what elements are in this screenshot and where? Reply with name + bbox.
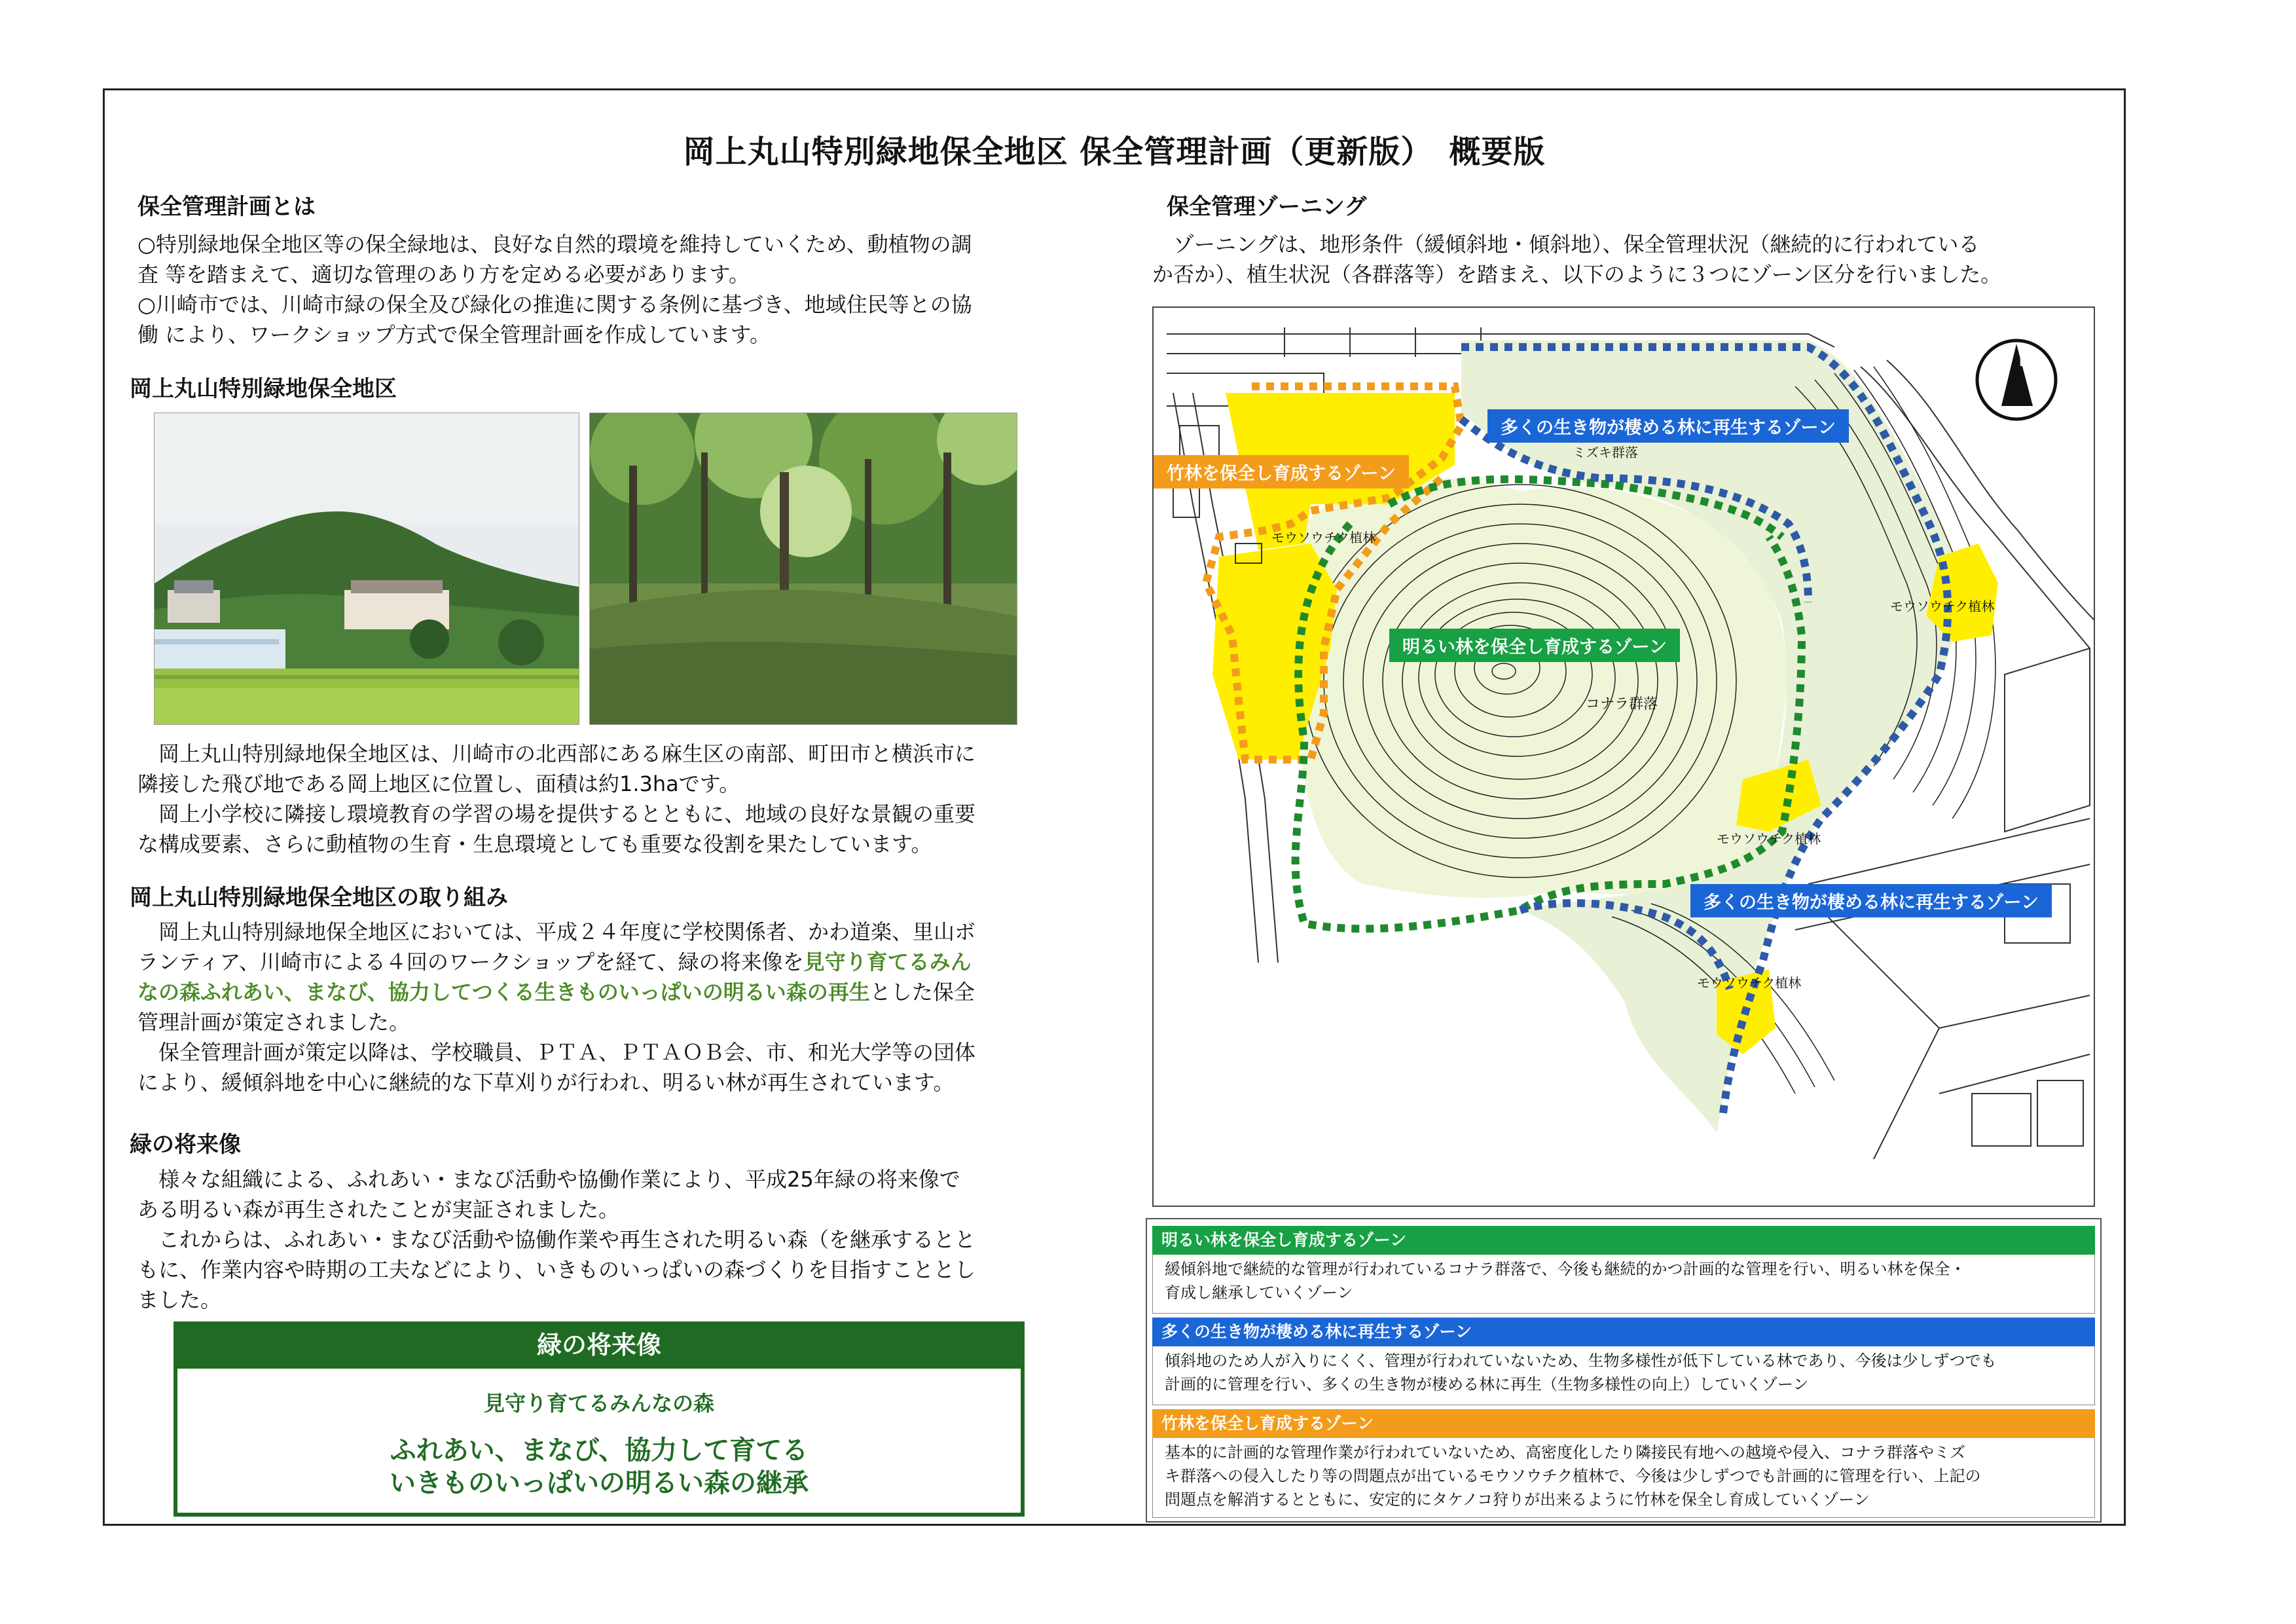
plan-heading: 保全管理計画とは: [137, 194, 316, 220]
zoning-map: [1152, 306, 2095, 1207]
effort-line: [137, 977, 1067, 1007]
legend-desc-blue: [1152, 1346, 2095, 1405]
plan-line: 査 等を踏まえて、適切な管理のあり方を定める必要があります。: [137, 262, 750, 287]
zone-label-orange: 竹林を保全し育成するゾーン: [1154, 455, 1409, 489]
legend-desc-orange: [1152, 1438, 2095, 1518]
page-title: 岡上丸山特別緑地保全地区 保全管理計画（更新版） 概要版: [683, 134, 1546, 170]
legend-title-blue: 多くの生き物が棲める林に再生するゾーン: [1152, 1318, 2095, 1346]
mousou-label-2: モウソウチク植林: [1890, 599, 1995, 614]
effort-line: により、緩傾斜地を中心に継続的な下草刈りが行われ、明るい林が再生されています。: [137, 1070, 955, 1095]
legend-line: 基本的に計画的な管理作業が行われていないため、高密度化したり隣接民有地への越境や侵入、コナラ群落やミズ: [1165, 1443, 1966, 1462]
zone-label-blue-top: 多くの生き物が棲める林に再生するゾーン: [1487, 409, 1849, 443]
area-line: 隣接した飛び地である岡上地区に位置し、面積は約1.3haです。: [137, 771, 740, 796]
legend-title-orange: 竹林を保全し育成するゾーン: [1152, 1409, 2095, 1438]
zoning-line: ゾーニングは、地形条件（緩傾斜地・傾斜地）、保全管理状況（継続的に行われている: [1152, 232, 1980, 257]
effort-line-text: ランティア、川崎市による４回のワークショップを経て、緑の将来像を: [137, 950, 804, 974]
effort-heading: 岡上丸山特別緑地保全地区の取り組み: [130, 885, 508, 911]
north-label: N: [2019, 354, 2030, 369]
future-line: ました。: [137, 1287, 222, 1312]
vision-box: [173, 1369, 1025, 1517]
page-frame: [103, 88, 2126, 1526]
area-text: [137, 739, 1067, 859]
effort-line-text: とした保全: [869, 980, 975, 1005]
legend-line: 傾斜地のため人が入りにくく、管理が行われていないため、生物多様性が低下している林であり、今後は少しずつでも: [1165, 1352, 1997, 1370]
zoning-heading: 保全管理ゾーニング: [1167, 194, 1367, 220]
vision-main-2: いきものいっぱいの明るい森の継承: [390, 1468, 809, 1498]
future-line: これからは、ふれあい・まなび活動や協働作業や再生された明るい森（を継承するとと: [137, 1227, 976, 1252]
legend-line: 問題点を解消するとともに、安定的にタケノコ狩りが出来るように竹林を保全し育成していくゾーン: [1165, 1490, 1870, 1509]
plan-line: ○特別緑地保全地区等の保全緑地は、良好な自然的環境を維持していくため、動植物の調: [137, 232, 972, 257]
legend-desc-green: [1152, 1255, 2095, 1314]
zone-label-green: 明るい林を保全し育成するゾーン: [1389, 629, 1680, 662]
vision-title: 緑の将来像: [173, 1321, 1025, 1369]
konara-label: コナラ群落: [1586, 696, 1658, 712]
future-line: ある明るい森が再生されたことが実証されました。: [137, 1197, 620, 1222]
future-text: [137, 1164, 1067, 1315]
zone-label-blue-bottom: 多くの生き物が棲める林に再生するゾーン: [1690, 884, 2052, 917]
area-heading: 岡上丸山特別緑地保全地区: [130, 376, 397, 402]
effort-line: 岡上丸山特別緑地保全地区においては、平成２４年度に学校関係者、かわ道楽、里山ボ: [137, 919, 976, 944]
legend-line: 緩傾斜地で継続的な管理が行われているコナラ群落で、今後も継続的かつ計画的な管理を行い、明るい林を保全・: [1165, 1260, 1966, 1278]
zone-legend: [1146, 1218, 2102, 1522]
legend-line: キ群落への侵入したり等の問題点が出ているモウソウチク植林で、今後は少しずつでも計画的に管理を行い、上記の: [1165, 1467, 1981, 1485]
mousou-label-1: モウソウチク植林: [1271, 530, 1376, 545]
effort-text: [137, 917, 1067, 1098]
area-line: 岡上丸山特別緑地保全地区は、川崎市の北西部にある麻生区の南部、町田市と横浜市に: [137, 741, 976, 766]
vision-highlight: なの森ふれあい、まなび、協力してつくる生きものいっぱいの明るい森の再生: [137, 980, 870, 1005]
plan-line: ○川崎市では、川崎市緑の保全及び緑化の推進に関する条例に基づき、地域住民等との協: [137, 292, 972, 317]
plan-text: [137, 229, 1067, 350]
effort-line: 管理計画が策定されました。: [137, 1010, 410, 1035]
hill-photo: [154, 413, 579, 725]
future-line: 様々な組織による、ふれあい・まなび活動や協働作業により、平成25年緑の将来像で: [137, 1167, 960, 1192]
mizuki-label: ミズキ群落: [1573, 445, 1638, 460]
vision-main-1: ふれあい、まなび、協力して育てる: [390, 1435, 809, 1466]
mousou-label-4: モウソウチク植林: [1697, 975, 1802, 991]
zoning-text: [1152, 229, 2108, 289]
future-line: もに、作業内容や時期の工夫などにより、いきものいっぱいの森づくりを目指すこととし: [137, 1257, 976, 1282]
effort-line: [137, 947, 1067, 977]
effort-line: 保全管理計画が策定以降は、学校職員、ＰＴＡ、ＰＴＡＯＢ会、市、和光大学等の団体: [137, 1040, 976, 1065]
area-line: 岡上小学校に隣接し環境教育の学習の場を提供するとともに、地域の良好な景観の重要: [137, 802, 976, 826]
future-heading: 緑の将来像: [130, 1132, 241, 1158]
mousou-label-3: モウソウチク植林: [1717, 831, 1821, 847]
plan-line: 働 により、ワークショップ方式で保全管理計画を作成しています。: [137, 322, 771, 347]
vision-subtitle: 見守り育てるみんなの森: [483, 1391, 714, 1416]
legend-title-green: 明るい林を保全し育成するゾーン: [1152, 1226, 2095, 1255]
vision-highlight: 見守り育てるみん: [803, 950, 972, 974]
zoning-line: か否か）、植生状況（各群落等）を踏まえ、以下のように３つにゾーン区分を行いました。: [1152, 262, 2002, 287]
forest-photo: [589, 413, 1017, 725]
legend-line: 育成し継承していくゾーン: [1165, 1283, 1353, 1302]
area-line: な構成要素、さらに動植物の生育・生息環境としても重要な役割を果たしています。: [137, 832, 932, 857]
legend-line: 計画的に管理を行い、多くの生き物が棲める林に再生（生物多様性の向上）していくゾーン: [1165, 1375, 1809, 1393]
